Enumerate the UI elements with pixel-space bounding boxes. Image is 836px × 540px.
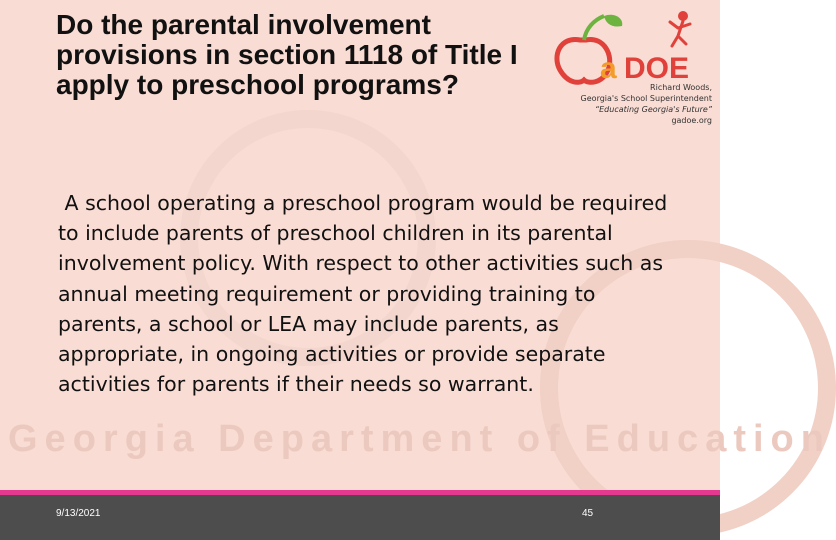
child-figure-icon [670, 11, 690, 46]
footer-date: 9/13/2021 [56, 508, 101, 519]
slogan: “Educating Georgia's Future” [594, 105, 712, 114]
website: gadoe.org [671, 116, 712, 125]
watermark-text: Georgia Department of Education [8, 418, 831, 460]
page-number: 45 [582, 508, 594, 519]
gadoe-logo [550, 6, 715, 86]
logo-letter-a: a [600, 52, 617, 85]
superintendent-title: Georgia's School Superintendent [580, 94, 712, 103]
superintendent-info [581, 82, 712, 126]
logo-letters-doe: DOE [624, 52, 690, 85]
superintendent-name: Richard Woods, [650, 83, 712, 92]
body-text: A school operating a preschool program would be required to include parents of preschool children in its parental involvement policy. With respect to other activities such as annual meeting requirement or providing training to parents, a school or LEA may include parents, as appropriate, in ongoing activities or provide separate activities for parents if their needs so warrant. [58, 191, 668, 397]
body-paragraph [58, 188, 668, 399]
footer-bar [0, 495, 720, 540]
slide-title: Do the parental involvement provisions in section 1118 of Title I apply to preschool programs? [56, 9, 518, 100]
